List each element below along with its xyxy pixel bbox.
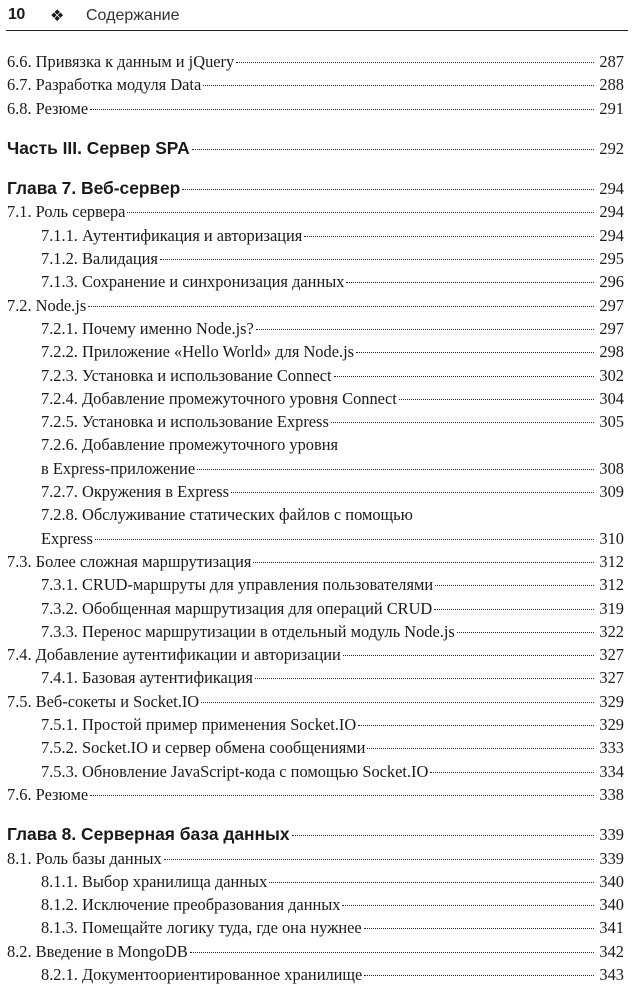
toc-subentry: [7, 270, 624, 293]
dot-leader: [164, 859, 594, 860]
toc-entry-title: 7.4. Добавление аутентификации и авторизации: [7, 645, 341, 665]
dot-leader: [342, 905, 594, 906]
toc-entry-title: 7.4.1. Базовая аутентификация: [41, 668, 253, 688]
toc-entry-page: 309: [599, 482, 624, 502]
toc-subentry: [7, 410, 624, 433]
toc-entry-page: 295: [599, 249, 624, 269]
page-number: 10: [8, 6, 25, 23]
dot-leader: [231, 492, 594, 493]
toc-entry-page: 322: [599, 621, 624, 641]
toc-subentry: [7, 620, 624, 643]
toc-subentry: [7, 480, 624, 503]
dot-leader: [364, 975, 594, 976]
toc-entry: [7, 294, 624, 317]
toc-entry: [7, 200, 624, 223]
dot-leader: [435, 585, 594, 586]
toc-entry-title: 7.3.2. Обобщенная маршрутизация для операций CRUD: [41, 598, 433, 618]
toc-entry-title: Глава 7. Веб-сервер: [7, 178, 181, 199]
toc-entry-page: 341: [599, 918, 624, 938]
toc-entry-title: Глава 8. Серверная база данных: [7, 824, 290, 845]
dot-leader: [160, 259, 594, 260]
dot-leader: [356, 352, 594, 353]
toc-subentry: [7, 387, 624, 410]
toc-entry-title: 7.5. Веб-сокеты и Socket.IO: [7, 691, 200, 711]
toc-entry-title: 7.5.3. Обновление JavaScript-кода с помощью Socket.IO: [41, 761, 429, 781]
dot-leader: [90, 109, 594, 110]
dot-leader: [434, 609, 594, 610]
dot-leader: [201, 702, 594, 703]
toc-entry: [7, 783, 624, 806]
toc-chapter-heading: [7, 823, 624, 846]
toc-entry-title-cont: Express: [41, 528, 93, 548]
toc-entry-title: 6.6. Привязка к данным и jQuery: [7, 52, 235, 71]
toc-subentry: [7, 317, 624, 340]
dot-leader: [203, 85, 594, 86]
toc-entry-page: 292: [599, 138, 624, 158]
toc-entry-page: 288: [599, 75, 624, 95]
toc-entry: [7, 643, 624, 666]
toc-entry-title: Часть III. Сервер SPA: [7, 137, 190, 158]
toc-subentry: [7, 340, 624, 363]
toc-subentry: [7, 573, 624, 596]
toc-subentry: [7, 666, 624, 689]
toc-entry-title: 8.1. Роль базы данных: [7, 848, 162, 868]
toc-entry-title: 6.7. Разработка модуля Data: [7, 75, 202, 95]
toc-entry-title: 7.2. Node.js: [7, 295, 87, 315]
toc-entry-page: 339: [599, 825, 624, 845]
toc-entry: [7, 690, 624, 713]
toc-entry-page: 327: [599, 668, 624, 688]
toc-entry-title: 8.1.2. Исключение преобразования данных: [41, 895, 341, 915]
toc-entry-title: 7.1.3. Сохранение и синхронизация данных: [41, 272, 345, 292]
toc-entry-page: 327: [599, 645, 624, 665]
toc-subentry: [7, 364, 624, 387]
toc-entry-title-cont: в Express-приложение: [41, 458, 196, 478]
toc-entry-page: 298: [599, 342, 624, 362]
toc-entry-title: 7.5.1. Простой пример применения Socket.IO: [41, 715, 357, 735]
toc-entry-page: 333: [599, 738, 624, 758]
toc-entry-page: 310: [599, 528, 624, 548]
toc-subentry: [7, 713, 624, 736]
toc-entry-title: 6.8. Резюме: [7, 98, 89, 118]
toc-subentry: [7, 963, 624, 986]
dot-leader: [269, 882, 594, 883]
page-header: [6, 4, 628, 31]
toc-subentry-title: 7.2.6. Добавление промежуточного уровня: [41, 435, 339, 455]
toc-entry-page: 294: [599, 202, 624, 222]
dot-leader: [331, 422, 594, 423]
dot-leader: [304, 236, 594, 237]
toc-entry-page: 296: [599, 272, 624, 292]
toc-subentry: [7, 597, 624, 620]
toc-part-heading: [7, 137, 624, 160]
toc-entry-title: 7.2.2. Приложение «Hello World» для Node.js: [41, 342, 354, 362]
toc-subentry: [7, 870, 624, 893]
toc-entry-page: 329: [599, 715, 624, 735]
toc-entry-page: 338: [599, 784, 624, 804]
toc-entry-page: 340: [599, 895, 624, 915]
table-of-contents: [7, 50, 624, 986]
toc-entry-page: 305: [599, 412, 624, 432]
toc-entry-page: 340: [599, 871, 624, 891]
toc-entry-page: 287: [599, 52, 624, 71]
toc-subentry: [7, 247, 624, 270]
toc-entry-title: 7.2.4. Добавление промежуточного уровня Connect: [41, 388, 397, 408]
toc-entry-page: 291: [599, 98, 624, 118]
toc-entry-page: 302: [599, 365, 624, 385]
dot-leader: [256, 329, 594, 330]
dot-leader: [192, 149, 594, 150]
toc-chapter-heading: [7, 177, 624, 200]
toc-subentry-title: 7.2.8. Обслуживание статических файлов с помощью: [41, 505, 413, 525]
toc-entry-title: 7.2.7. Окружения в Express: [41, 482, 230, 502]
toc-entry-title: 7.3. Более сложная маршрутизация: [7, 551, 252, 571]
dot-leader: [88, 306, 594, 307]
toc-subentry: [7, 457, 624, 480]
toc-entry-page: 319: [599, 598, 624, 618]
toc-subentry: [7, 916, 624, 939]
toc-entry-page: 312: [599, 575, 624, 595]
dot-leader: [343, 655, 594, 656]
dot-leader: [457, 632, 594, 633]
toc-entry-title: 8.2. Введение в MongoDB: [7, 941, 188, 961]
toc-entry: [7, 550, 624, 573]
toc-entry-page: 308: [599, 458, 624, 478]
dot-leader: [255, 678, 594, 679]
toc-entry-title: 7.5.2. Socket.IO и сервер обмена сообщениями: [41, 738, 366, 758]
dot-leader: [95, 539, 594, 540]
toc-entry-page: 339: [599, 848, 624, 868]
toc-entry-title: 8.2.1. Документоориентированное хранилище: [41, 964, 363, 984]
dot-leader: [346, 282, 594, 283]
dot-leader: [399, 399, 594, 400]
toc-entry-page: 294: [599, 179, 624, 199]
dot-leader: [182, 189, 594, 190]
toc-entry-page: 294: [599, 225, 624, 245]
toc-entry-page: 343: [599, 964, 624, 984]
toc-entry-page: 297: [599, 295, 624, 315]
ornament-icon: ❖: [50, 6, 65, 25]
toc-entry: [7, 73, 624, 96]
toc-entry-page: 342: [599, 941, 624, 961]
toc-entry: [7, 940, 624, 963]
toc-entry-page: 329: [599, 691, 624, 711]
toc-subentry: [7, 224, 624, 247]
toc-subentry: [7, 736, 624, 759]
toc-entry-title: 7.1.2. Валидация: [41, 249, 158, 269]
dot-leader: [430, 772, 594, 773]
toc-subentry: [7, 527, 624, 550]
dot-leader: [364, 928, 594, 929]
dot-leader: [367, 748, 594, 749]
toc-entry-title: 7.3.3. Перенос маршрутизации в отдельный модуль Node.js: [41, 621, 455, 641]
dot-leader: [197, 469, 594, 470]
toc-entry-title: 7.3.1. CRUD-маршруты для управления пользователями: [41, 575, 434, 595]
toc-entry-page: 312: [599, 551, 624, 571]
dot-leader: [253, 562, 594, 563]
toc-entry-page: 304: [599, 388, 624, 408]
dot-leader: [358, 725, 594, 726]
toc-entry-title: 8.1.1. Выбор хранилища данных: [41, 871, 268, 891]
toc-entry-page: 334: [599, 761, 624, 781]
toc-entry: [7, 50, 624, 73]
toc-entry-title: 7.2.1. Почему именно Node.js?: [41, 318, 254, 338]
dot-leader: [292, 835, 594, 836]
dot-leader: [90, 795, 594, 796]
dot-leader: [334, 376, 594, 377]
toc-entry-title: 7.2.5. Установка и использование Express: [41, 412, 329, 432]
toc-subentry: [7, 760, 624, 783]
toc-subentry: [7, 893, 624, 916]
dot-leader: [127, 212, 594, 213]
running-title: Содержание: [86, 7, 180, 24]
toc-entry-title: 7.1. Роль сервера: [7, 202, 126, 222]
toc-entry: [7, 847, 624, 870]
toc-entry-title: 7.6. Резюме: [7, 784, 89, 804]
toc-entry-title: 7.2.3. Установка и использование Connect: [41, 365, 332, 385]
dot-leader: [190, 952, 594, 953]
toc-entry: [7, 97, 624, 120]
toc-entry-page: 297: [599, 318, 624, 338]
toc-entry-title: 8.1.3. Помещайте логику туда, где она нужнее: [41, 918, 362, 938]
dot-leader: [236, 62, 594, 63]
toc-entry-title: 7.1.1. Аутентификация и авторизация: [41, 225, 303, 245]
